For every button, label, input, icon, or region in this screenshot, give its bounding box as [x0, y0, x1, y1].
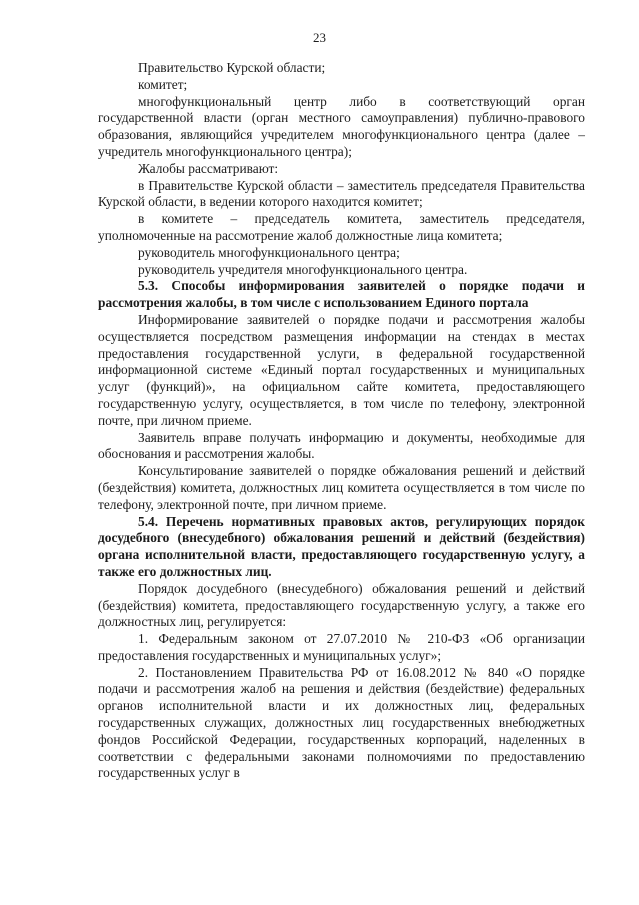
paragraph-item-2: комитет; — [138, 76, 188, 92]
paragraph-item-1: Правительство Курской области; — [138, 60, 326, 75]
paragraph-law-1: 1. Федеральным законом от 27.07.2010 № 210-ФЗ «Об организации предоставления государственных и муниципальных услуг»; — [98, 631, 585, 663]
paragraph-applicant-rights: Заявитель вправе получать информацию и документы, необходимые для обоснования и рассмотрения жалобы. — [98, 429, 585, 462]
page-number: 23 — [313, 30, 326, 45]
paragraph-law-2: 2. Постановлением Правительства РФ от 16.08.2012 № 840 «О порядке подачи и рассмотрения жалоб на решения и действия (бездействие) федеральных органов исполнительной власти и их должностных лиц, федеральных государственных служащих, должностных лиц государственных внебюджетных фондов Российской Федерации, государственных корпораций, наделенных в соответствии с федеральными законами полномочиями по предоставлению государственных услуг в — [98, 664, 585, 781]
paragraph-appeal-order: Порядок досудебного (внесудебного) обжалования решений и действий (бездействия) комитета, предоставляющего государственную услугу, а также его должностных лиц, регулируется: — [98, 580, 585, 630]
paragraph-reviewer-2: в комитете – председатель комитета, заместитель председателя, уполномоченные на рассмотрение жалоб должностные лица комитета; — [98, 211, 585, 243]
paragraph-consulting: Консультирование заявителей о порядке обжалования решений и действий (бездействия) комитета, должностных лиц комитета осуществляется в том числе по телефону, электронной почте, при личном приеме. — [98, 463, 585, 512]
section-heading-5-4: 5.4. Перечень нормативных правовых актов, регулирующих порядок досудебного (внесудебного) обжалования решений и действий (бездействия) органа исполнительной власти, предоставляющего государственную услугу, а также его должностных лиц. — [98, 513, 585, 579]
paragraph-reviewers-intro: Жалобы рассматривают: — [138, 160, 279, 176]
paragraph-reviewer-3: руководитель многофункционального центра; — [138, 244, 400, 260]
section-heading-5-3: 5.3. Способы информирования заявителей о порядке подачи и рассмотрения жалобы, в том числе с использованием Единого портала — [98, 278, 585, 311]
paragraph-reviewer-4: руководитель учредителя многофункционального центра. — [138, 261, 468, 277]
paragraph-item-3: многофункциональный центр либо в соответствующий орган государственной власти (орган местного самоуправления) публично-правового образования, являющийся учредителем многофункционального центра (далее – учредитель многофункционального центра); — [98, 93, 585, 159]
paragraph-reviewer-1: в Правительстве Курской области – заместитель председателя Правительства Курской области, в ведении которого находится комитет; — [98, 177, 585, 210]
paragraph-informing: Информирование заявителей о порядке подачи и рассмотрения жалобы осуществляется посредством размещения информации на стендах в местах предоставления государственной услуги, в федеральной государственной информационной системе «Единый портал государственных и муниципальных услуг (функций)», на официальном сайте комитета, предоставляющего государственную услугу, осуществляется, в том числе по телефону, электронной почте, при личном приеме. — [98, 311, 585, 428]
document-body — [98, 60, 585, 782]
